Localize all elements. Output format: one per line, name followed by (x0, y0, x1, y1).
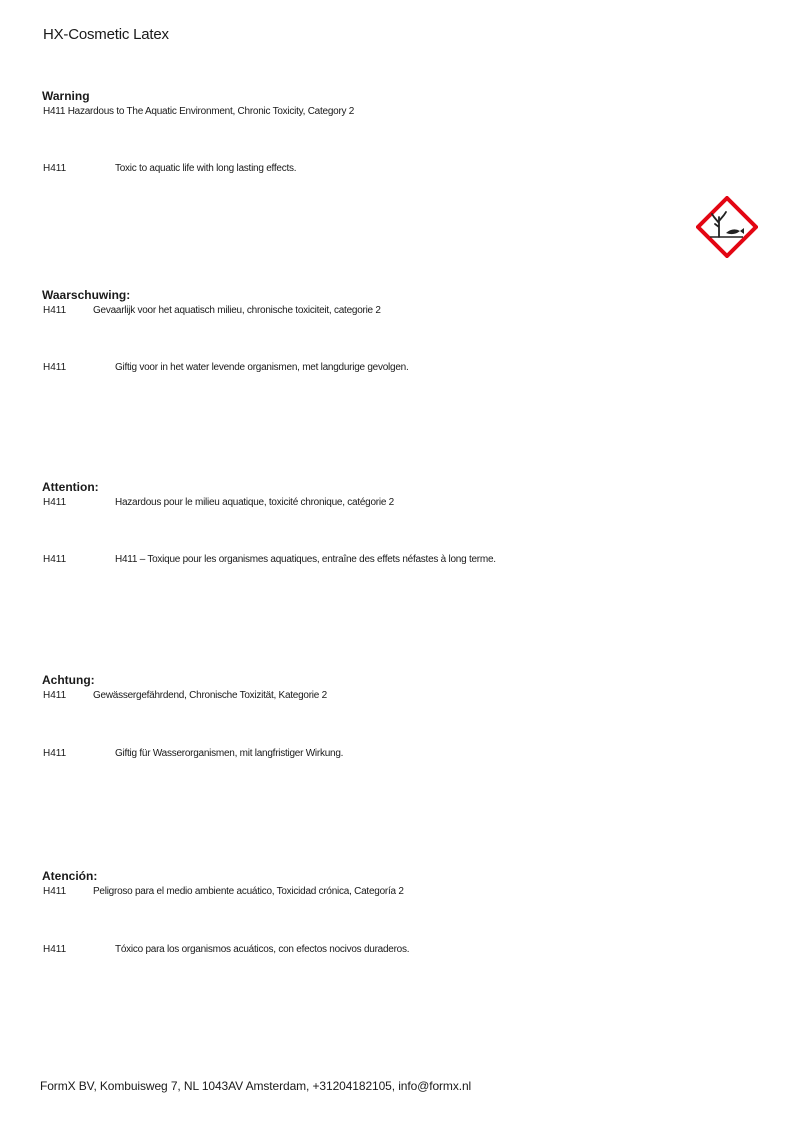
classification-nl: Gevaarlijk voor het aquatisch milieu, chronische toxiciteit, categorie 2 (93, 305, 381, 316)
classification-code-de: H411 (43, 690, 67, 701)
section-heading-es: Atención: (42, 869, 98, 883)
section-heading-de: Achtung: (42, 673, 95, 687)
classification-es: Peligroso para el medio ambiente acuático, Toxicidad crónica, Categoría 2 (93, 886, 404, 897)
classification-fr: Hazardous pour le milieu aquatique, toxicité chronique, catégorie 2 (115, 497, 394, 508)
hazard-code-fr: H411 (43, 554, 67, 565)
classification-code-es: H411 (43, 886, 67, 897)
hazard-code-nl: H411 (43, 362, 67, 373)
document-title: HX-Cosmetic Latex (43, 26, 169, 43)
hazard-code-de: H411 (43, 748, 67, 759)
hazard-statement-nl: Giftig voor in het water levende organismen, met langdurige gevolgen. (115, 362, 409, 373)
hazard-statement-fr: H411 – Toxique pour les organismes aquatiques, entraîne des effets néfastes à long terme. (115, 554, 496, 565)
hazard-code-es: H411 (43, 944, 67, 955)
hazard-statement-en: Toxic to aquatic life with long lasting effects. (115, 163, 297, 174)
section-heading-fr: Attention: (42, 480, 99, 494)
hazard-code-en: H411 (43, 163, 67, 174)
classification-code-nl: H411 (43, 305, 67, 316)
hazard-statement-de: Giftig für Wasserorganismen, mit langfristiger Wirkung. (115, 748, 344, 759)
classification-en: H411 Hazardous to The Aquatic Environment, Chronic Toxicity, Category 2 (43, 106, 355, 117)
section-heading-nl: Waarschuwing: (42, 288, 131, 302)
hazard-statement-es: Tóxico para los organismos acuáticos, con efectos nocivos duraderos. (115, 944, 410, 955)
classification-de: Gewässergefährdend, Chronische Toxizität, Kategorie 2 (93, 690, 327, 701)
footer-contact: FormX BV, Kombuisweg 7, NL 1043AV Amsterdam, +31204182105, info@formx.nl (40, 1079, 472, 1093)
classification-code-fr: H411 (43, 497, 67, 508)
section-heading-en: Warning (42, 89, 90, 103)
environment-hazard-icon (696, 196, 758, 258)
